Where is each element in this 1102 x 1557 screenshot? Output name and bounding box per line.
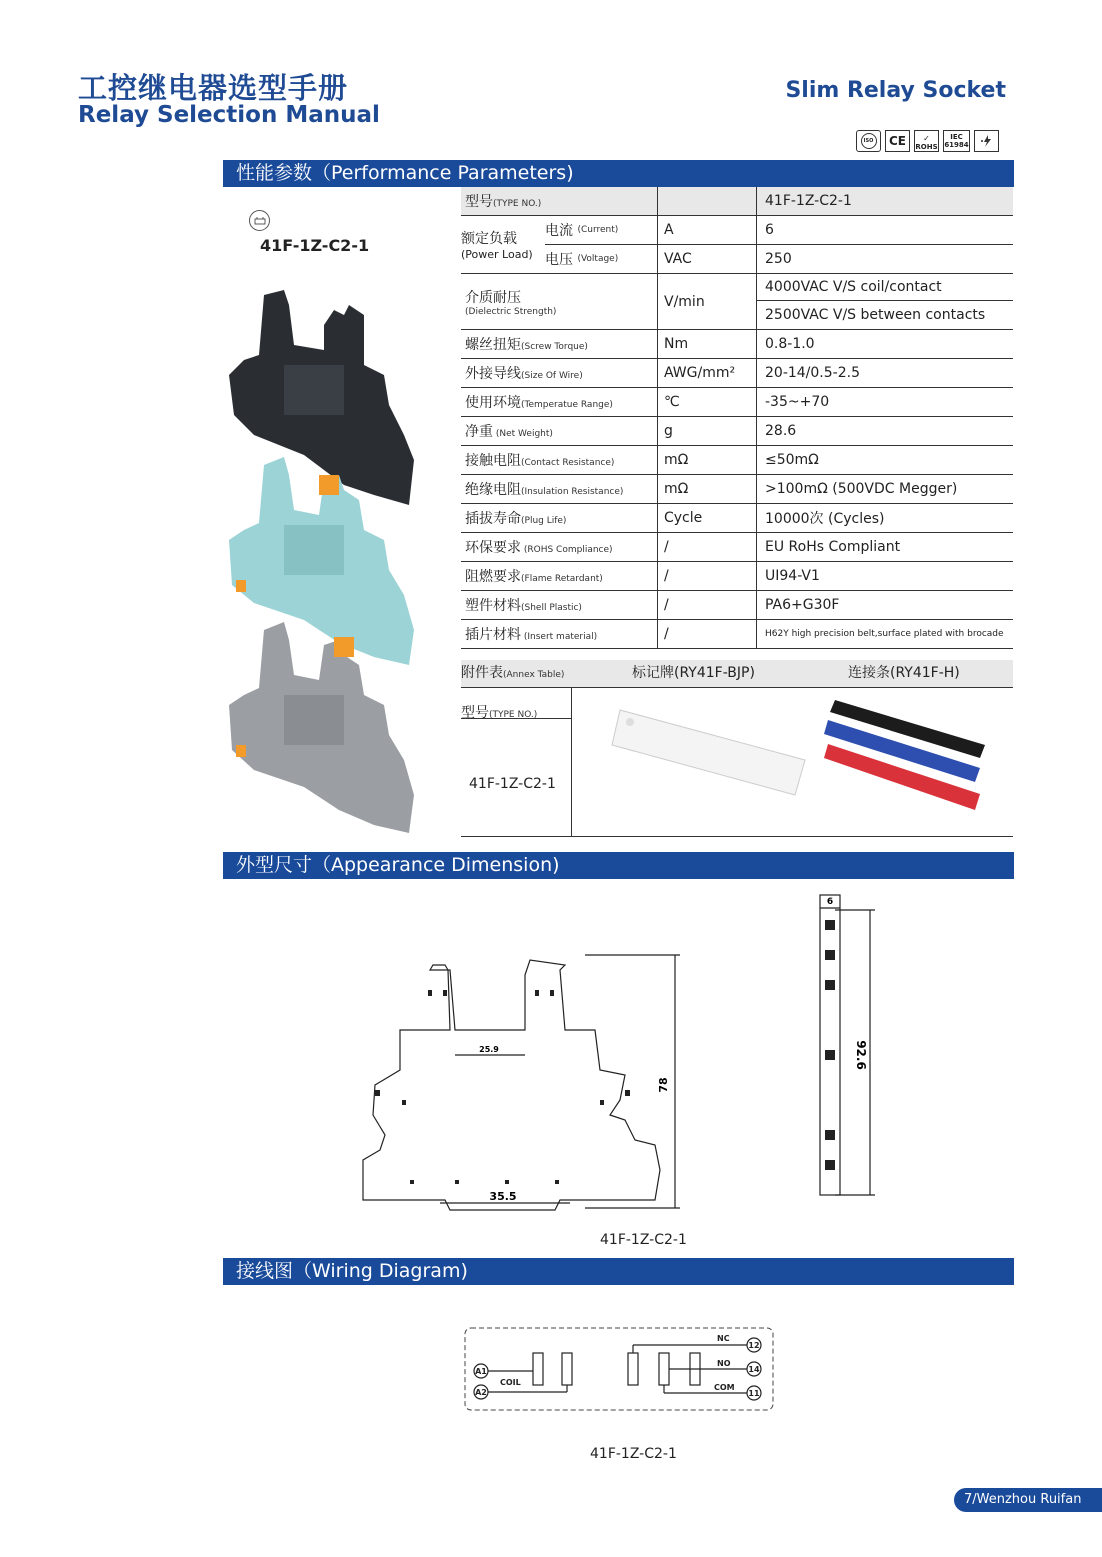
width-dim-label: 35.5 — [489, 1190, 517, 1203]
param-unit: / — [658, 591, 757, 620]
product-model: 41F-1Z-C2-1 — [260, 236, 370, 255]
param-name: 绝缘电阻(Insulation Resistance) — [461, 475, 658, 504]
table-row — [461, 504, 1013, 533]
ce-icon: CE — [885, 130, 910, 152]
width-dim-label: 25.9 — [479, 1045, 499, 1054]
param-value: H62Y high precision belt,surface plated with brocade — [757, 620, 1014, 649]
param-unit: mΩ — [658, 475, 757, 504]
dimension-drawing — [355, 890, 895, 1220]
param-name: 螺丝扭矩(Screw Torque) — [461, 330, 658, 359]
param-unit: / — [658, 620, 757, 649]
socket-black-image — [229, 290, 414, 505]
terminal-14: 14 — [748, 1365, 760, 1374]
param-value: 20-14/0.5-2.5 — [757, 359, 1014, 388]
iec-icon: IEC 61984 — [943, 130, 970, 152]
param-value: >100mΩ (500VDC Megger) — [757, 475, 1014, 504]
param-value: PA6+G30F — [757, 591, 1014, 620]
rohs-icon: ✓ ROHS — [914, 130, 939, 152]
nc-label: NC — [717, 1334, 730, 1343]
param-name: 净重 (Net Weight) — [461, 417, 658, 446]
param-name: 外接导线(Size Of Wire) — [461, 359, 658, 388]
param-value: EU RoHs Compliant — [757, 533, 1014, 562]
param-unit: Cycle — [658, 504, 757, 533]
table-row — [461, 446, 1013, 475]
height-dim-label: 78 — [657, 1077, 670, 1093]
section-bar-appearance: 外型尺寸（Appearance Dimension) — [223, 852, 1014, 879]
table-row: 2500VAC V/S between contacts — [461, 301, 1013, 330]
param-unit: g — [658, 417, 757, 446]
table-row: 型号(TYPE NO.) 41F-1Z-C2-1 — [461, 187, 1013, 216]
section-bar-performance: 性能参数（Performance Parameters) — [223, 160, 1014, 187]
table-row — [461, 330, 1013, 359]
product-image-stack — [224, 285, 424, 845]
wiring-caption: 41F-1Z-C2-1 — [590, 1446, 677, 1462]
param-unit: Nm — [658, 330, 757, 359]
product-mark-icon — [249, 210, 270, 231]
table-row — [461, 562, 1013, 591]
param-unit: mΩ — [658, 446, 757, 475]
table-row — [461, 475, 1013, 504]
param-value: 10000次 (Cycles) — [757, 504, 1014, 533]
terminal-a2: A2 — [475, 1388, 487, 1397]
terminal-12: 12 — [748, 1341, 760, 1350]
param-name: 塑件材料(Shell Plastic) — [461, 591, 658, 620]
table-row: 额定负载 (Power Load) 电流 (Current) 电压 (Voltage) A 6 — [461, 216, 1013, 245]
param-name: 环保要求 (ROHS Compliance) — [461, 533, 658, 562]
coil-label: COIL — [500, 1378, 521, 1387]
terminal-a1: A1 — [475, 1367, 487, 1376]
no-label: NO — [717, 1359, 731, 1368]
manual-title-cn: 工控继电器选型手册 — [78, 71, 349, 105]
param-value: ≤50mΩ — [757, 446, 1014, 475]
table-row — [461, 591, 1013, 620]
param-value: 28.6 — [757, 417, 1014, 446]
iso-cert-icon: ISO — [856, 130, 881, 152]
table-row — [461, 620, 1013, 649]
table-row — [461, 533, 1013, 562]
param-name: 插拔寿命(Plug Life) — [461, 504, 658, 533]
param-unit: ℃ — [658, 388, 757, 417]
param-unit: AWG/mm² — [658, 359, 757, 388]
product-category-title: Slim Relay Socket — [785, 78, 1006, 103]
page-footer: 7/Wenzhou Ruifan — [954, 1488, 1102, 1512]
lightning-icon — [974, 130, 999, 152]
annex-accessory-images — [610, 700, 1010, 830]
thickness-dim-label: 6 — [826, 897, 834, 907]
parameters-table — [461, 187, 1013, 649]
table-row — [461, 388, 1013, 417]
wiring-diagram — [462, 1325, 778, 1415]
dimension-caption: 41F-1Z-C2-1 — [600, 1232, 687, 1248]
terminal-11: 11 — [748, 1389, 760, 1398]
annex-table-header — [461, 660, 1013, 688]
param-value: 0.8-1.0 — [757, 330, 1014, 359]
param-name: 插片材料 (Insert material) — [461, 620, 658, 649]
annex-item-label: 连接条(RY41F-H) — [848, 665, 960, 681]
annex-item-label: 标记牌(RY41F-BJP) — [632, 665, 755, 681]
height-dim-label: 92.6 — [854, 1040, 868, 1070]
param-unit: / — [658, 562, 757, 591]
param-unit: / — [658, 533, 757, 562]
section-bar-wiring: 接线图（Wiring Diagram) — [223, 1258, 1014, 1285]
certification-icons — [856, 130, 999, 152]
com-label: COM — [714, 1383, 735, 1392]
table-row: VAC 250 — [461, 245, 1013, 274]
table-row: 介质耐压 (Dielectric Strength) V/min 4000VAC V/S coil/contact — [461, 274, 1013, 301]
param-value: UI94-V1 — [757, 562, 1014, 591]
annex-title: 附件表(Annex Table) — [461, 665, 565, 681]
table-row — [461, 359, 1013, 388]
param-value: -35~+70 — [757, 388, 1014, 417]
param-name: 阻燃要求(Flame Retardant) — [461, 562, 658, 591]
table-row — [461, 417, 1013, 446]
annex-type-column: 型号(TYPE NO.) 41F-1Z-C2-1 — [461, 688, 572, 836]
param-name: 接触电阻(Contact Resistance) — [461, 446, 658, 475]
param-name: 使用环境(Temperatue Range) — [461, 388, 658, 417]
manual-title-en: Relay Selection Manual — [78, 102, 380, 128]
marker-strip-image — [612, 710, 805, 795]
